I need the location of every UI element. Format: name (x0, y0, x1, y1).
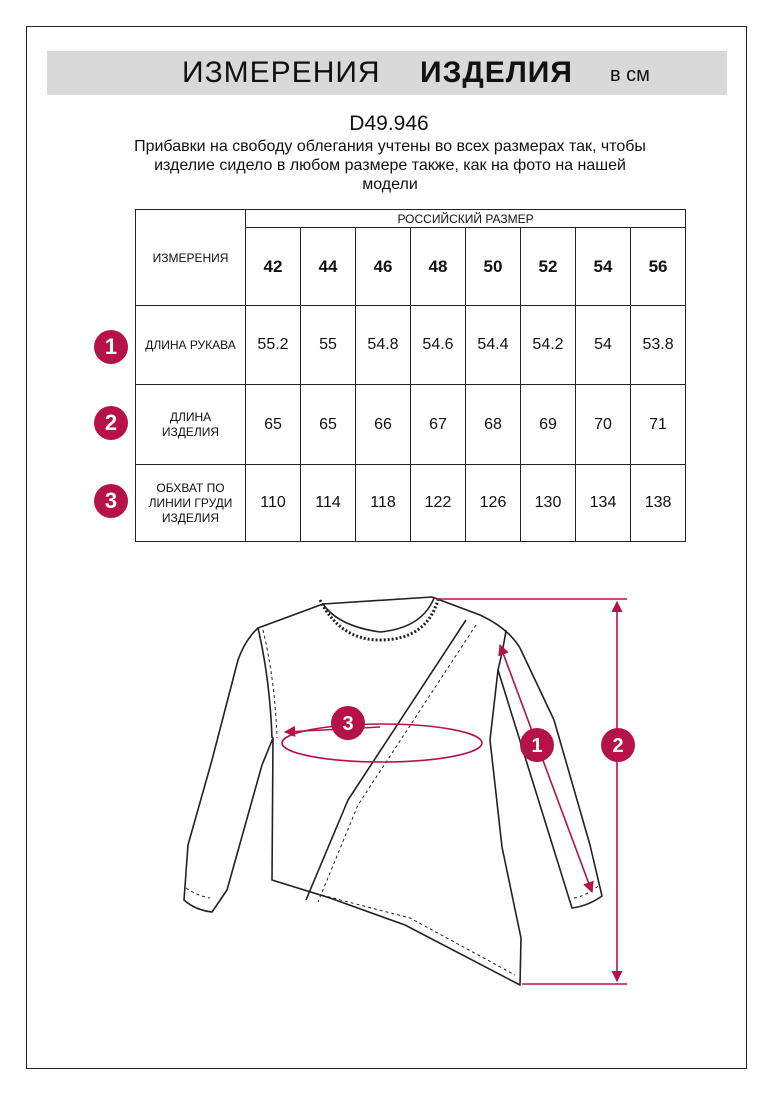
cell-value: 54 (576, 306, 631, 385)
size-header: 44 (301, 228, 356, 306)
size-header: 42 (246, 228, 301, 306)
size-header: 56 (631, 228, 686, 306)
chest-ellipse (282, 724, 482, 762)
cell-value: 54.8 (356, 306, 411, 385)
cell-value: 54.6 (411, 306, 466, 385)
cell-value: 118 (356, 465, 411, 542)
product-code: D49.946 (349, 112, 429, 135)
fit-note-line: Прибавки на свободу облегания учтены во всех размерах так, чтобы (134, 138, 646, 155)
cell-value: 70 (576, 385, 631, 465)
fit-note-line: модели (362, 176, 418, 193)
diagram-marker-chest (331, 706, 365, 740)
diagram-marker-length (601, 728, 635, 762)
title-product: ИЗДЕЛИЯ (420, 56, 573, 89)
cell-value: 54.2 (521, 306, 576, 385)
title-measurements: ИЗМЕРЕНИЯ (182, 56, 381, 89)
svg-text:3: 3 (342, 713, 354, 735)
cell-value: 71 (631, 385, 686, 465)
measurement-header: ИЗМЕРЕНИЯ (136, 210, 246, 306)
size-header: 52 (521, 228, 576, 306)
row-label: ДЛИНА ИЗДЕЛИЯ (136, 385, 246, 465)
size-header: 54 (576, 228, 631, 306)
row-marker-1: 1 (94, 330, 128, 364)
cell-value: 110 (246, 465, 301, 542)
title-unit: в см (610, 64, 650, 86)
cell-value: 130 (521, 465, 576, 542)
cell-value: 66 (356, 385, 411, 465)
svg-text:1: 1 (531, 735, 543, 757)
svg-text:2: 2 (612, 735, 624, 757)
sleeve-arrow (500, 645, 592, 892)
fit-note-line: изделие сидело в любом размере также, как на фото на нашей (154, 157, 626, 174)
garment-outline (184, 597, 602, 985)
cell-value: 68 (466, 385, 521, 465)
cell-value: 114 (301, 465, 356, 542)
cell-value: 65 (246, 385, 301, 465)
cell-value: 69 (521, 385, 576, 465)
size-header: 50 (466, 228, 521, 306)
row-marker-3: 3 (94, 484, 128, 518)
row-label: ОБХВАТ ПО ЛИНИИ ГРУДИ ИЗДЕЛИЯ (136, 465, 246, 542)
size-header: 46 (356, 228, 411, 306)
cell-value: 55 (301, 306, 356, 385)
cell-value: 138 (631, 465, 686, 542)
cell-value: 54.4 (466, 306, 521, 385)
size-group-header: РОССИЙСКИЙ РАЗМЕР (246, 210, 686, 228)
size-header: 48 (411, 228, 466, 306)
cell-value: 53.8 (631, 306, 686, 385)
cell-value: 55.2 (246, 306, 301, 385)
row-label: ДЛИНА РУКАВА (136, 306, 246, 385)
cell-value: 122 (411, 465, 466, 542)
cell-value: 65 (301, 385, 356, 465)
cell-value: 67 (411, 385, 466, 465)
cell-value: 134 (576, 465, 631, 542)
diagram-marker-sleeve (520, 728, 554, 762)
cell-value: 126 (466, 465, 521, 542)
row-marker-2: 2 (94, 406, 128, 440)
